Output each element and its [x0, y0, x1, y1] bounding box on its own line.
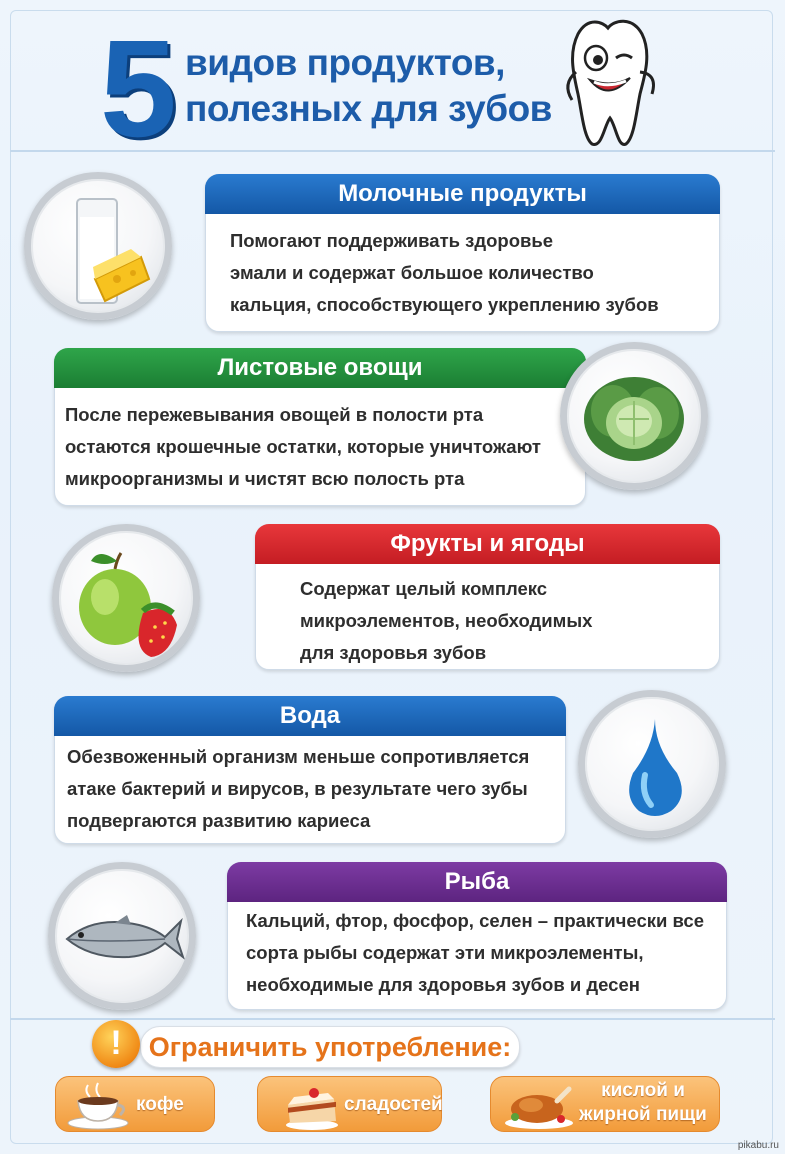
card-dairy-line-2: эмали и содержат большое количество — [230, 262, 594, 283]
title-line-1: видов продуктов, — [185, 42, 505, 83]
card-fish-line-1: Кальций, фтор, фосфор, селен – практически все — [246, 910, 704, 931]
cabbage-icon — [560, 342, 708, 490]
card-fish-title: Рыба — [227, 862, 727, 902]
footer-divider — [10, 1018, 775, 1020]
card-fish — [227, 862, 727, 1010]
card-dairy-text — [230, 225, 659, 321]
title-line-2: полезных для зубов — [185, 88, 552, 129]
card-dairy-line-3: кальция, способствующего укреплению зубов — [230, 294, 659, 315]
card-fruits — [255, 524, 720, 670]
limit-fatty-label-line-1: кислой и — [601, 1080, 685, 1101]
water-drop-icon — [578, 690, 726, 838]
card-fruits-text — [300, 573, 592, 669]
card-fish-text — [246, 905, 704, 1001]
milk-cheese-icon — [24, 172, 172, 320]
limit-item-fatty-food — [490, 1076, 720, 1132]
card-fruits-line-1: Содержат целый комплекс — [300, 578, 548, 599]
card-greens — [54, 348, 586, 506]
limit-sweets-label: сладостей — [344, 1094, 443, 1115]
card-greens-text — [65, 399, 541, 495]
card-water — [54, 696, 566, 844]
tooth-mascot-icon — [548, 14, 668, 154]
card-dairy-line-1: Помогают поддерживать здоровье — [230, 230, 554, 251]
card-greens-title: Листовые овощи — [54, 348, 586, 388]
card-dairy-title: Молочные продукты — [205, 174, 720, 214]
apple-strawberry-icon — [52, 524, 200, 672]
card-greens-line-1: После пережевывания овощей в полости рта — [65, 404, 484, 425]
coffee-cup-icon — [64, 1079, 134, 1131]
card-fruits-line-2: микроэлементов, необходимых — [300, 610, 593, 631]
header-number: 5 — [100, 12, 177, 166]
roast-chicken-icon — [499, 1079, 579, 1131]
card-fruits-title: Фрукты и ягоды — [255, 524, 720, 564]
limit-fatty-label — [573, 1079, 713, 1127]
limit-coffee-label: кофе — [136, 1094, 184, 1115]
card-greens-line-3: микроорганизмы и чистят всю полость рта — [65, 468, 465, 489]
card-water-text — [67, 741, 529, 837]
limit-fatty-label-line-2: жирной пищи — [579, 1104, 707, 1125]
card-water-line-1: Обезвоженный организм меньше сопротивляется — [67, 746, 530, 767]
limit-heading: Ограничить употребление: — [140, 1026, 520, 1068]
card-fruits-line-3: для здоровья зубов — [300, 642, 487, 663]
page-title — [185, 40, 565, 132]
fish-icon — [48, 862, 196, 1010]
card-water-line-2: атаке бактерий и вирусов, в результате чего зубы — [67, 778, 528, 799]
limit-item-sweets — [257, 1076, 442, 1132]
warning-icon — [92, 1020, 140, 1068]
cake-icon — [278, 1079, 344, 1131]
card-water-title: Вода — [54, 696, 566, 736]
warning-mark: ! — [110, 1024, 122, 1062]
card-greens-line-2: остаются крошечные остатки, которые уничтожают — [65, 436, 541, 457]
card-water-line-3: подвергаются развитию кариеса — [67, 810, 371, 831]
card-fish-line-3: необходимые для здоровья зубов и десен — [246, 974, 640, 995]
card-fish-line-2: сорта рыбы содержат эти микроэлементы, — [246, 942, 644, 963]
limit-item-coffee — [55, 1076, 215, 1132]
watermark: pikabu.ru — [737, 1140, 779, 1151]
card-dairy — [205, 174, 720, 332]
